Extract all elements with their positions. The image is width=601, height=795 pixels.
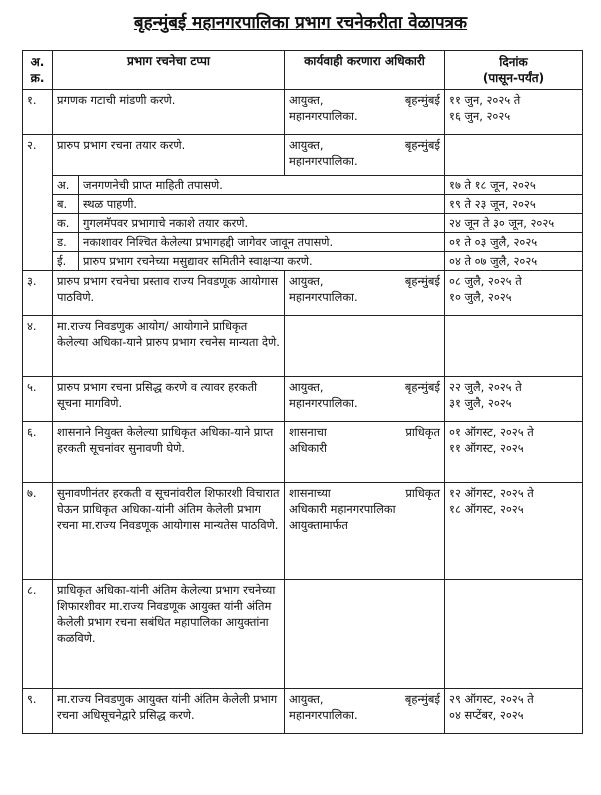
date-from: २९ ऑगस्ट, २०२५ ते [449,692,534,706]
sub-stage: प्रारुप प्रभाग रचनेच्या मसुद्यावर समितीने स्वाक्षऱ्या करणे. [79,252,445,271]
officer-c: महानगरपालिका. [289,708,358,722]
row-date [445,483,583,580]
table-row [23,689,583,734]
sub-row [23,214,583,233]
table-row [23,377,583,422]
row-number: ३. [23,271,53,316]
row-officer [285,135,445,176]
officer-a: आयुक्त, [289,380,324,394]
officer-c: महानगरपालिका. [289,154,358,168]
row-stage: प्रगणक गटाची मांडणी करणे. [53,90,285,135]
schedule-table [22,50,583,734]
date-to: ३१ जुलै, २०२५ [449,396,512,410]
date-to: ११ ऑगस्ट, २०२५ [449,441,524,455]
header-date-line1: दिनांक [499,55,528,69]
header-no [23,51,53,90]
row-officer [285,422,445,483]
officer-c: अधिकारी [289,441,327,455]
officer-c: अधिकारी महानगरपालिका आयुक्तामार्फत [289,502,396,532]
officer-a: आयुक्त, [289,93,324,107]
row-number: ९. [23,689,53,734]
row-number: ४. [23,316,53,377]
row-number: २. [23,135,53,271]
row-stage: शासनाने नियुक्त केलेल्या प्राधिकृत अधिका-याने प्राप्त हरकती सूचनांवर सुनावणी घेणे. [53,422,285,483]
sub-date: २४ जून ते ३० जून, २०२५ [445,214,583,233]
sub-row [23,176,583,195]
sub-number: ब. [53,195,79,214]
row-date [445,689,583,734]
sub-number: ई. [53,252,79,271]
sub-row [23,252,583,271]
row-officer [285,483,445,580]
row-officer [285,689,445,734]
table-row [23,135,583,176]
row-officer [285,271,445,316]
officer-b: बृहन्मुंबई [404,93,441,107]
officer-b: बृहन्मुंबई [404,692,441,706]
sub-stage: गुगलमॅपवर प्रभागाचे नकाशे तयार करणे. [79,214,445,233]
sub-date: १९ ते २३ जून, २०२५ [445,195,583,214]
sub-number: ड. [53,233,79,252]
row-number: ७. [23,483,53,580]
officer-b: प्राधिकृत [405,425,441,439]
officer-b: बृहन्मुंबई [404,274,441,288]
row-date [445,422,583,483]
header-stage: प्रभाग रचनेचा टप्पा [53,51,285,90]
officer-c: महानगरपालिका. [289,290,358,304]
row-officer [285,316,445,377]
officer-b: प्राधिकृत [405,486,441,500]
row-officer [285,90,445,135]
date-from: ०१ ऑगस्ट, २०२५ ते [449,425,534,439]
row-stage: मा.राज्य निवडणुक आयोग/ आयोगाने प्राधिकृत केलेल्या अधिका-याने प्रारुप प्रभाग रचनेस मान्यता देणे. [53,316,285,377]
document-title: बृहन्मुंबई महानगरपालिका प्रभाग रचनेकरीता वेळापत्रक [133,13,468,33]
officer-a: शासनाचा [289,425,327,439]
officer-a: आयुक्त, [289,692,324,706]
header-no-line1: अ. [30,55,45,69]
officer-b: बृहन्मुंबई [404,380,441,394]
sub-number: अ. [53,176,79,195]
row-stage: प्रारुप प्रभाग रचनेचा प्रस्ताव राज्य निवडणूक आयोगास पाठविणे. [53,271,285,316]
table-row [23,316,583,377]
row-number: ८. [23,580,53,689]
row-stage: प्रारुप प्रभाग रचना प्रसिद्ध करणे व त्यावर हरकती सूचना मागविणे. [53,377,285,422]
row-officer [285,377,445,422]
table-row [23,422,583,483]
row-officer [285,580,445,689]
row-date [445,580,583,689]
date-from: ०८ जुलै, २०२५ ते [449,274,522,288]
officer-c: महानगरपालिका. [289,396,358,410]
date-from: ११ जुन, २०२५ ते [449,93,521,107]
header-officer: कार्यवाही करणारा अधिकारी [285,51,445,90]
date-to: ०४ सप्टेंबर, २०२५ [449,708,524,722]
officer-a: शासनाच्या [289,486,331,500]
row-stage: प्रारुप प्रभाग रचना तयार करणे. [53,135,285,176]
row-date [445,90,583,135]
sub-stage: जनगणनेची प्राप्त माहिती तपासणे. [79,176,445,195]
row-number: १. [23,90,53,135]
date-to: १६ जुन, २०२५ [449,109,511,123]
table-row [23,90,583,135]
date-to: १८ ऑगस्ट, २०२५ [449,502,524,516]
header-date [445,51,583,90]
row-stage: मा.राज्य निवडणुक आयुक्त यांनी अंतिम केलेली प्रभाग रचना अधिसूचनेद्वारे प्रसिद्ध करणे. [53,689,285,734]
row-stage: प्राधिकृत अधिका-यांनी अंतिम केलेल्या प्रभाग रचनेच्या शिफारशीवर मा.राज्य निवडणूक आयुक्त यांनी अंतिम केलेली प्रभाग रचना सबंधित महापालिका आयुक्तांना कळविणे. [53,580,285,689]
sub-stage: स्थळ पाहणी. [79,195,445,214]
header-no-line2: क्र. [30,71,45,85]
row-stage: सुनावणीनंतर हरकती व सूचनांवरील शिफारशी विचारात घेऊन प्राधिकृत अधिका-यांनी अंतिम केलेली प्रभाग रचना मा.राज्य निवडणूक आयोगास मान्यतेस पाठविणे. [53,483,285,580]
table-row [23,483,583,580]
row-date [445,271,583,316]
sub-row [23,195,583,214]
officer-b: बृहन्मुंबई [404,138,441,152]
row-date [445,316,583,377]
sub-date: १७ ते १८ जून, २०२५ [445,176,583,195]
officer-a: आयुक्त, [289,274,324,288]
sub-stage: नकाशावर निश्चित केलेल्या प्रभागहद्दी जागेवर जावून तपासणे. [79,233,445,252]
header-date-line2: (पासून-पर्यंत) [482,71,545,85]
sub-row [23,233,583,252]
header-row [23,51,583,90]
row-number: ६. [23,422,53,483]
sub-date: ०४ ते ०७ जुलै, २०२५ [445,252,583,271]
table-row [23,580,583,689]
sub-number: क. [53,214,79,233]
row-date [445,135,583,176]
sub-date: ०१ ते ०३ जुलै, २०२५ [445,233,583,252]
date-from: १२ ऑगस्ट, २०२५ ते [449,486,534,500]
date-to: १० जुलै, २०२५ [449,290,512,304]
officer-c: महानगरपालिका. [289,109,358,123]
date-from: २२ जुलै, २०२५ ते [449,380,522,394]
row-date [445,377,583,422]
table-row [23,271,583,316]
row-number: ५. [23,377,53,422]
officer-a: आयुक्त, [289,138,324,152]
